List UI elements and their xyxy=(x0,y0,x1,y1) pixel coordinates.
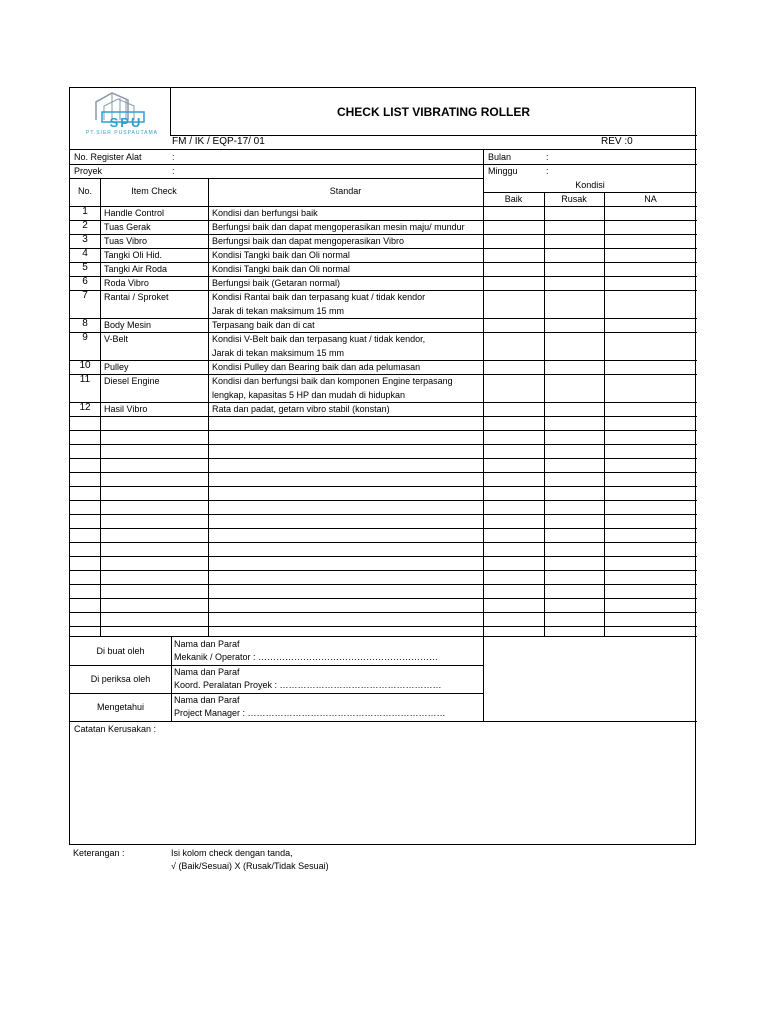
page-title: CHECK LIST VIBRATING ROLLER xyxy=(336,105,531,119)
table-row xyxy=(70,234,697,248)
row-standard: Berfungsi baik dan dapat mengoperasikan mesin maju/ mundur xyxy=(212,222,465,232)
week-field[interactable]: : xyxy=(546,166,549,176)
row-standard-cont: lengkap, kapasitas 5 HP dan mudah di hidupkan xyxy=(212,390,405,400)
col-standard: Standar xyxy=(329,186,362,196)
row-item: Pulley xyxy=(104,362,129,372)
check-cell-damaged[interactable] xyxy=(545,206,604,220)
month-label: Bulan xyxy=(488,152,512,162)
table-row xyxy=(70,206,697,220)
row-item: Diesel Engine xyxy=(104,376,160,386)
check-cell-na[interactable] xyxy=(605,290,697,318)
col-item: Item Check xyxy=(131,186,177,196)
signature-line-1: Nama dan Paraf xyxy=(174,667,240,677)
signature-field[interactable]: Koord. Peralatan Proyek : ……………………………………………… xyxy=(174,680,442,690)
row-item: V-Belt xyxy=(104,334,129,344)
row-number: 2 xyxy=(82,220,88,231)
empty-row[interactable] xyxy=(70,528,697,542)
row-number: 1 xyxy=(82,206,88,217)
check-cell-good[interactable] xyxy=(484,332,544,360)
check-cell-damaged[interactable] xyxy=(545,332,604,360)
row-item: Hasil Vibro xyxy=(104,404,148,414)
register-label: No. Register Alat xyxy=(74,152,142,162)
empty-row[interactable] xyxy=(70,542,697,556)
row-item: Rantai / Sproket xyxy=(104,292,169,302)
row-standard: Kondisi dan berfungsi baik xyxy=(212,208,318,218)
col-good: Baik xyxy=(504,194,523,204)
empty-row[interactable] xyxy=(70,570,697,584)
check-cell-good[interactable] xyxy=(484,220,544,234)
company-name: PT.SIER PUSPAUTAMA xyxy=(86,130,158,136)
check-cell-damaged[interactable] xyxy=(545,220,604,234)
row-number: 12 xyxy=(79,402,91,413)
empty-row[interactable] xyxy=(70,598,697,612)
signature-line-1: Nama dan Paraf xyxy=(174,695,240,705)
row-number: 7 xyxy=(82,290,88,301)
row-standard: Kondisi dan berfungsi baik dan komponen Engine terpasang xyxy=(212,376,453,386)
table-row xyxy=(70,318,697,332)
check-cell-na[interactable] xyxy=(605,276,697,290)
row-item: Body Mesin xyxy=(104,320,152,330)
row-divider xyxy=(70,626,697,627)
empty-row[interactable] xyxy=(70,500,697,514)
damage-notes-area[interactable] xyxy=(70,736,695,844)
row-standard: Kondisi Tangki baik dan Oli normal xyxy=(212,250,350,260)
row-item: Handle Control xyxy=(104,208,165,218)
empty-row[interactable] xyxy=(70,584,697,598)
check-cell-good[interactable] xyxy=(484,360,544,374)
col-condition: Kondisi xyxy=(575,180,605,190)
row-number: 9 xyxy=(82,332,88,343)
check-cell-damaged[interactable] xyxy=(545,290,604,318)
check-cell-na[interactable] xyxy=(605,332,697,360)
damage-notes-label: Catatan Kerusakan : xyxy=(74,724,157,734)
row-item: Tuas Vibro xyxy=(104,236,148,246)
empty-row[interactable] xyxy=(70,458,697,472)
check-cell-na[interactable] xyxy=(605,374,697,402)
check-cell-good[interactable] xyxy=(484,402,544,416)
week-label: Minggu xyxy=(488,166,518,176)
row-number: 4 xyxy=(82,248,88,259)
row-item: Tangki Oli Hid. xyxy=(104,250,163,260)
col-na: NA xyxy=(644,194,657,204)
table-row xyxy=(70,402,697,416)
table-row xyxy=(70,290,697,318)
check-cell-damaged[interactable] xyxy=(545,262,604,276)
empty-row[interactable] xyxy=(70,486,697,500)
check-cell-na[interactable] xyxy=(605,262,697,276)
footer-line-2: √ (Baik/Sesuai) X (Rusak/Tidak Sesuai) xyxy=(171,861,329,871)
table-row xyxy=(70,220,697,234)
signature-role: Di buat oleh xyxy=(96,646,145,656)
check-cell-na[interactable] xyxy=(605,206,697,220)
check-cell-good[interactable] xyxy=(484,374,544,402)
signature-line-1: Nama dan Paraf xyxy=(174,639,240,649)
check-cell-damaged[interactable] xyxy=(545,276,604,290)
signature-role: Di periksa oleh xyxy=(90,674,151,684)
check-cell-na[interactable] xyxy=(605,360,697,374)
row-standard-cont: Jarak di tekan maksimum 15 mm xyxy=(212,306,345,316)
revision: REV :0 xyxy=(601,136,633,147)
month-field[interactable]: : xyxy=(546,152,549,162)
check-cell-na[interactable] xyxy=(605,234,697,248)
register-field[interactable]: : xyxy=(172,152,175,162)
col-no: No. xyxy=(77,186,92,196)
check-cell-na[interactable] xyxy=(605,220,697,234)
check-cell-na[interactable] xyxy=(605,402,697,416)
table-row xyxy=(70,332,697,360)
check-cell-damaged[interactable] xyxy=(545,360,604,374)
footer-label: Keterangan : xyxy=(73,848,125,858)
check-cell-good[interactable] xyxy=(484,290,544,318)
row-item: Roda Vibro xyxy=(104,278,149,288)
footer-line-1: Isi kolom check dengan tanda, xyxy=(171,848,293,858)
empty-row[interactable] xyxy=(70,472,697,486)
row-standard: Kondisi Pulley dan Bearing baik dan ada pelumasan xyxy=(212,362,421,372)
row-standard: Terpasang baik dan di cat xyxy=(212,320,315,330)
row-number: 8 xyxy=(82,318,88,329)
check-cell-damaged[interactable] xyxy=(545,234,604,248)
check-cell-damaged[interactable] xyxy=(545,374,604,402)
check-cell-good[interactable] xyxy=(484,248,544,262)
table-row xyxy=(70,276,697,290)
empty-row[interactable] xyxy=(70,444,697,458)
company-logo xyxy=(74,90,170,136)
empty-row[interactable] xyxy=(70,612,697,626)
check-cell-good[interactable] xyxy=(484,318,544,332)
row-number: 3 xyxy=(82,234,88,245)
check-cell-damaged[interactable] xyxy=(545,248,604,262)
empty-row[interactable] xyxy=(70,416,697,430)
row-number: 5 xyxy=(82,262,88,273)
row-number: 11 xyxy=(79,374,91,385)
row-standard: Berfungsi baik (Getaran normal) xyxy=(212,278,341,288)
checklist-form xyxy=(69,87,696,845)
signature-field[interactable]: Mekanik / Operator : …………………………………………………… xyxy=(174,652,439,662)
check-cell-good[interactable] xyxy=(484,234,544,248)
check-cell-good[interactable] xyxy=(484,276,544,290)
row-number: 10 xyxy=(79,360,91,371)
project-field[interactable]: : xyxy=(172,166,175,176)
form-code: FM / IK / EQP-17/ 01 xyxy=(172,136,265,147)
row-item: Tangki Air Roda xyxy=(104,264,168,274)
row-standard: Rata dan padat, getarn vibro stabil (konstan) xyxy=(212,404,390,414)
row-number: 6 xyxy=(82,276,88,287)
check-cell-na[interactable] xyxy=(605,248,697,262)
check-cell-damaged[interactable] xyxy=(545,402,604,416)
row-standard: Kondisi Tangki baik dan Oli normal xyxy=(212,264,350,274)
check-cell-good[interactable] xyxy=(484,262,544,276)
row-item: Tuas Gerak xyxy=(104,222,151,232)
signature-field[interactable]: Project Manager : ………………………………………………………… xyxy=(174,708,446,718)
empty-row[interactable] xyxy=(70,556,697,570)
table-row xyxy=(70,248,697,262)
signature-role: Mengetahui xyxy=(96,702,145,712)
logo-graphic xyxy=(74,90,170,136)
col-damaged: Rusak xyxy=(561,194,587,204)
table-row xyxy=(70,360,697,374)
table-row xyxy=(70,262,697,276)
empty-row[interactable] xyxy=(70,430,697,444)
logo-letters: SPU xyxy=(109,115,143,130)
row-standard: Kondisi V-Belt baik dan terpasang kuat / tidak kendor, xyxy=(212,334,426,344)
check-cell-good[interactable] xyxy=(484,206,544,220)
row-standard: Berfungsi baik dan dapat mengoperasikan Vibro xyxy=(212,236,404,246)
empty-row[interactable] xyxy=(70,514,697,528)
check-cell-na[interactable] xyxy=(605,318,697,332)
check-cell-damaged[interactable] xyxy=(545,318,604,332)
project-label: Proyek xyxy=(74,166,103,176)
table-row xyxy=(70,374,697,402)
row-standard-cont: Jarak di tekan maksimum 15 mm xyxy=(212,348,345,358)
row-standard: Kondisi Rantai baik dan terpasang kuat / tidak kendor xyxy=(212,292,426,302)
